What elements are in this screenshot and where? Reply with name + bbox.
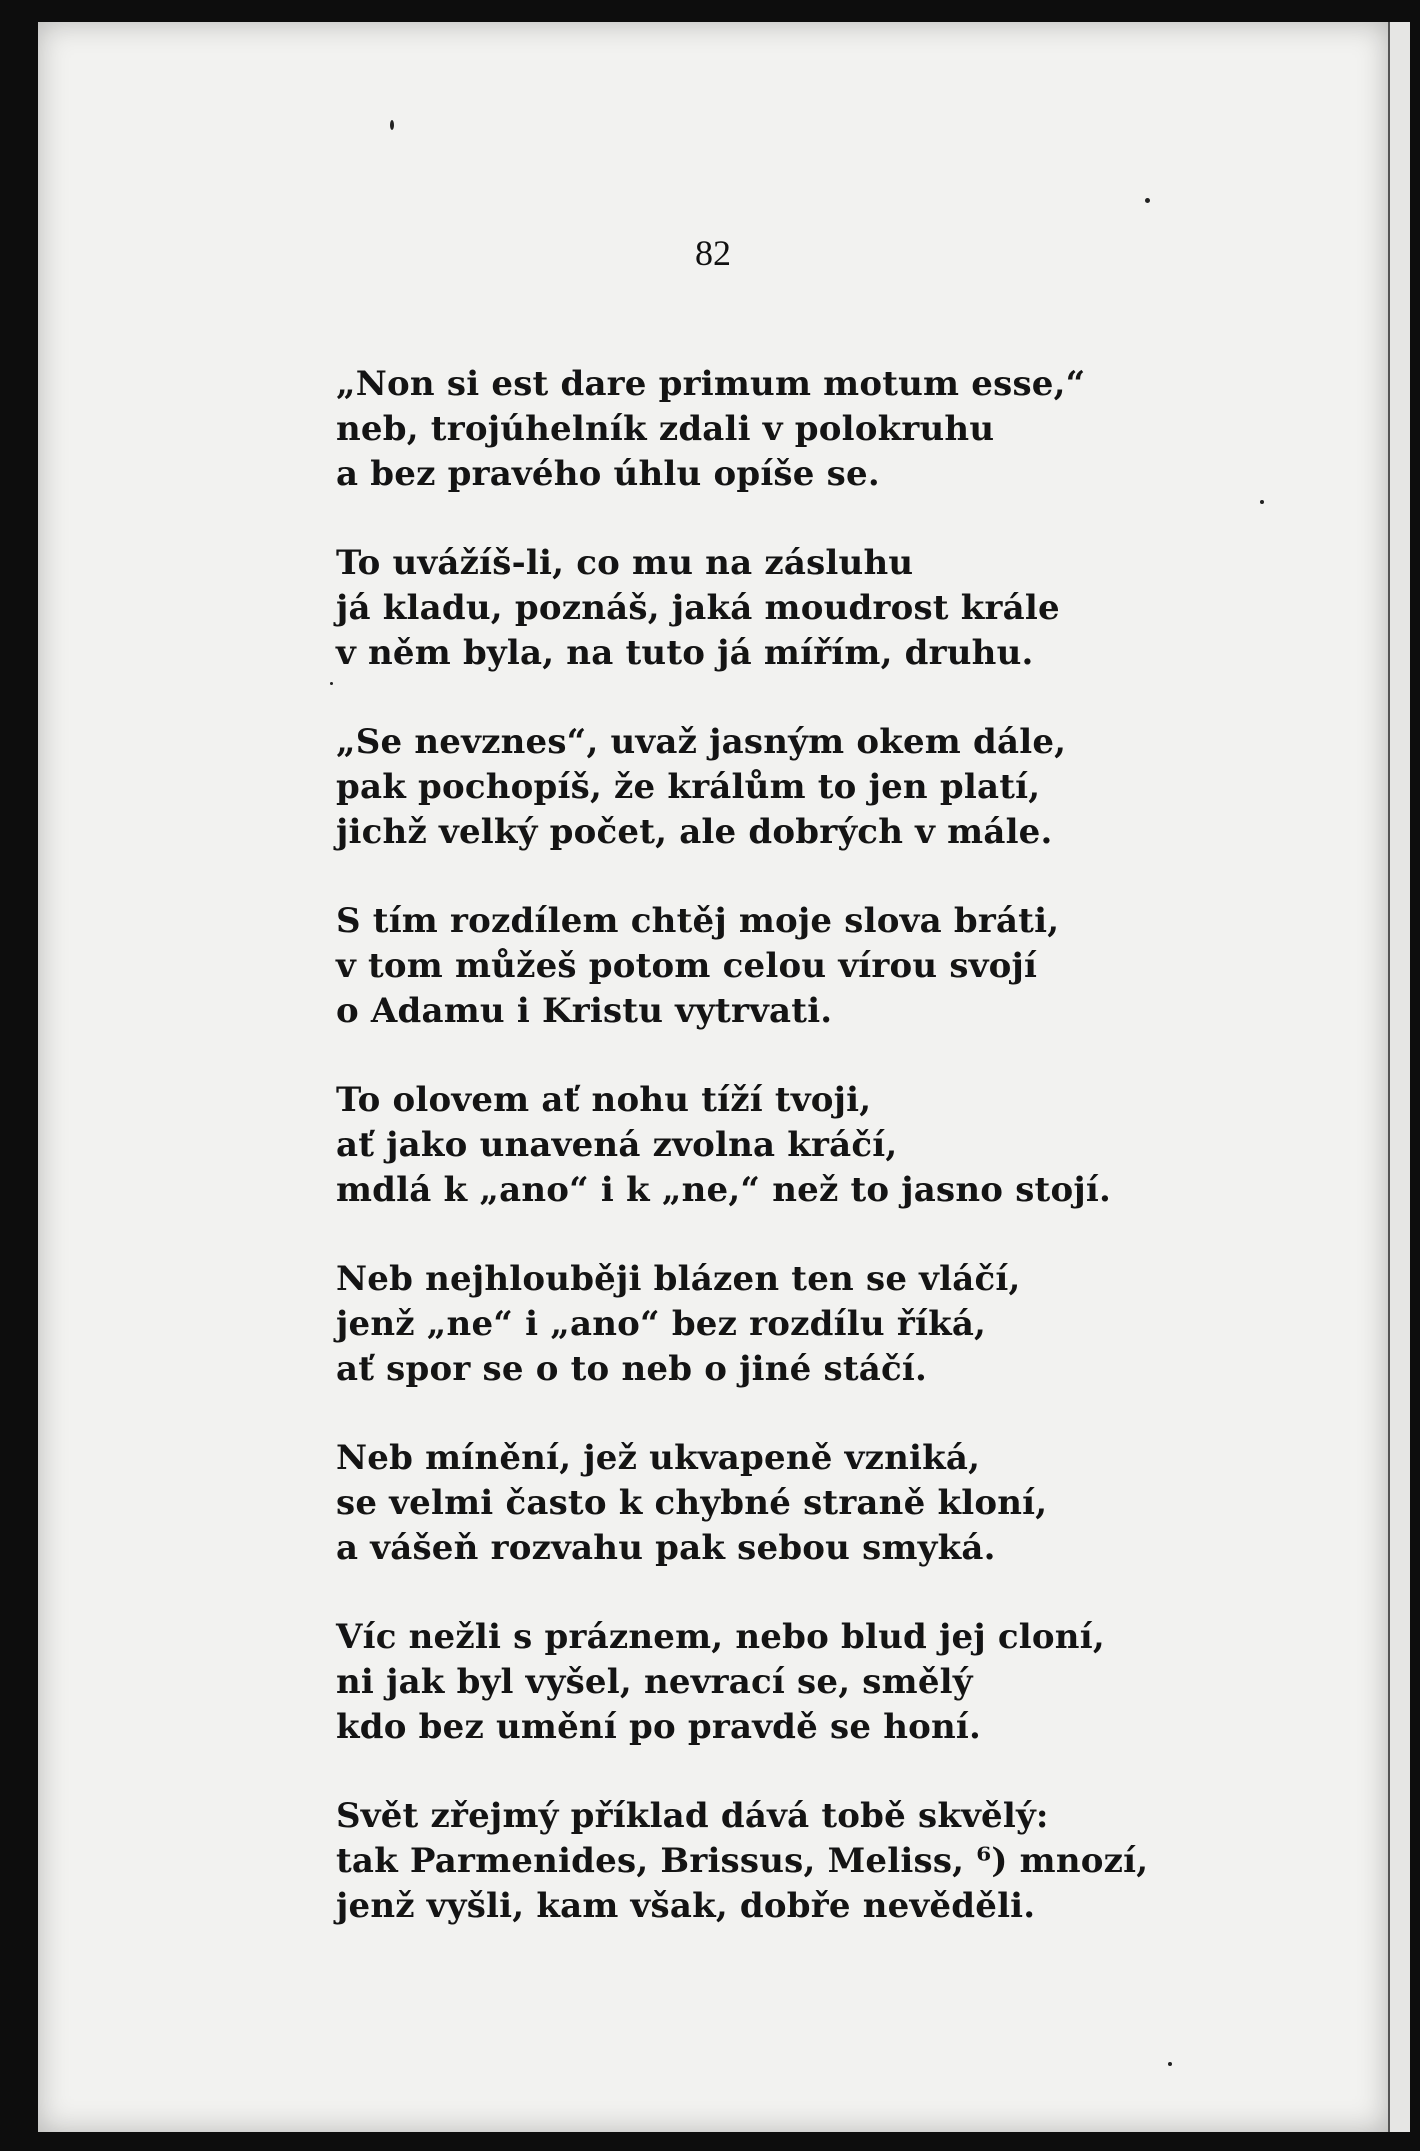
stanza-1 xyxy=(336,362,1336,497)
verse-line: kdo bez umění po pravdě se honí. xyxy=(336,1707,982,1747)
verse-line: jenž „ne“ i „ano“ bez rozdílu říká, xyxy=(336,1304,987,1344)
scan-speck xyxy=(1145,198,1150,203)
verse-line: pak pochopíš, že králům to jen platí, xyxy=(336,767,1041,807)
verse-line: ať jako unavená zvolna kráčí, xyxy=(336,1125,898,1165)
verse-line: Neb nejhlouběji blázen ten se vláčí, xyxy=(336,1259,1021,1299)
verse-line: a vášeň rozvahu pak sebou smyká. xyxy=(336,1528,996,1568)
verse-line: a bez pravého úhlu opíše se. xyxy=(336,454,880,494)
verse-line: v něm byla, na tuto já mířím, druhu. xyxy=(336,633,1034,673)
page-edge xyxy=(1388,22,1410,2132)
verse-line: To olovem ať nohu tíží tvoji, xyxy=(336,1080,872,1120)
verse-line: jenž vyšli, kam však, dobře nevěděli. xyxy=(336,1886,1036,1926)
stanza-9 xyxy=(336,1794,1336,1929)
stanza-2 xyxy=(336,541,1336,676)
verse-line: tak Parmenides, Brissus, Meliss, ⁶) mnozí, xyxy=(336,1841,1149,1881)
verse-line: To uvážíš-li, co mu na zásluhu xyxy=(336,543,914,583)
verse-line: ať spor se o to neb o jiné stáčí. xyxy=(336,1349,928,1389)
verse-line: o Adamu i Kristu vytrvati. xyxy=(336,991,833,1031)
verse-line: ni jak byl vyšel, nevrací se, smělý xyxy=(336,1662,973,1702)
scan-speck xyxy=(390,120,394,130)
verse-line: já kladu, poznáš, jaká moudrost krále xyxy=(336,588,1060,628)
verse-line: „Non si est dare primum motum esse,“ xyxy=(336,364,1086,404)
verse-line: „Se nevznes“, uvaž jasným okem dále, xyxy=(336,722,1067,762)
stanza-6 xyxy=(336,1257,1336,1392)
verse-line: neb, trojúhelník zdali v polokruhu xyxy=(336,409,995,449)
verse-line: S tím rozdílem chtěj moje slova bráti, xyxy=(336,901,1060,941)
stanza-7 xyxy=(336,1436,1336,1571)
verse-line: v tom můžeš potom celou vírou svojí xyxy=(336,946,1038,986)
verse-line: Svět zřejmý příklad dává tobě skvělý: xyxy=(336,1796,1049,1836)
scan-speck xyxy=(1260,500,1264,504)
verse-line: Víc nežli s práznem, nebo blud jej cloní, xyxy=(336,1617,1105,1657)
verse-line: Neb mínění, jež ukvapeně vzniká, xyxy=(336,1438,981,1478)
stanza-4 xyxy=(336,899,1336,1034)
scan-speck xyxy=(1168,2062,1172,2066)
scan-speck xyxy=(330,682,333,685)
poem xyxy=(336,362,1336,1973)
page-number: 82 xyxy=(695,233,731,273)
verse-line: jichž velký počet, ale dobrých v mále. xyxy=(336,812,1053,852)
stanza-5 xyxy=(336,1078,1336,1213)
verse-line: se velmi často k chybné straně kloní, xyxy=(336,1483,1048,1523)
verse-line: mdlá k „ano“ i k „ne,“ než to jasno stojí. xyxy=(336,1170,1111,1210)
stanza-3 xyxy=(336,720,1336,855)
book-page xyxy=(38,22,1388,2132)
stanza-8 xyxy=(336,1615,1336,1750)
